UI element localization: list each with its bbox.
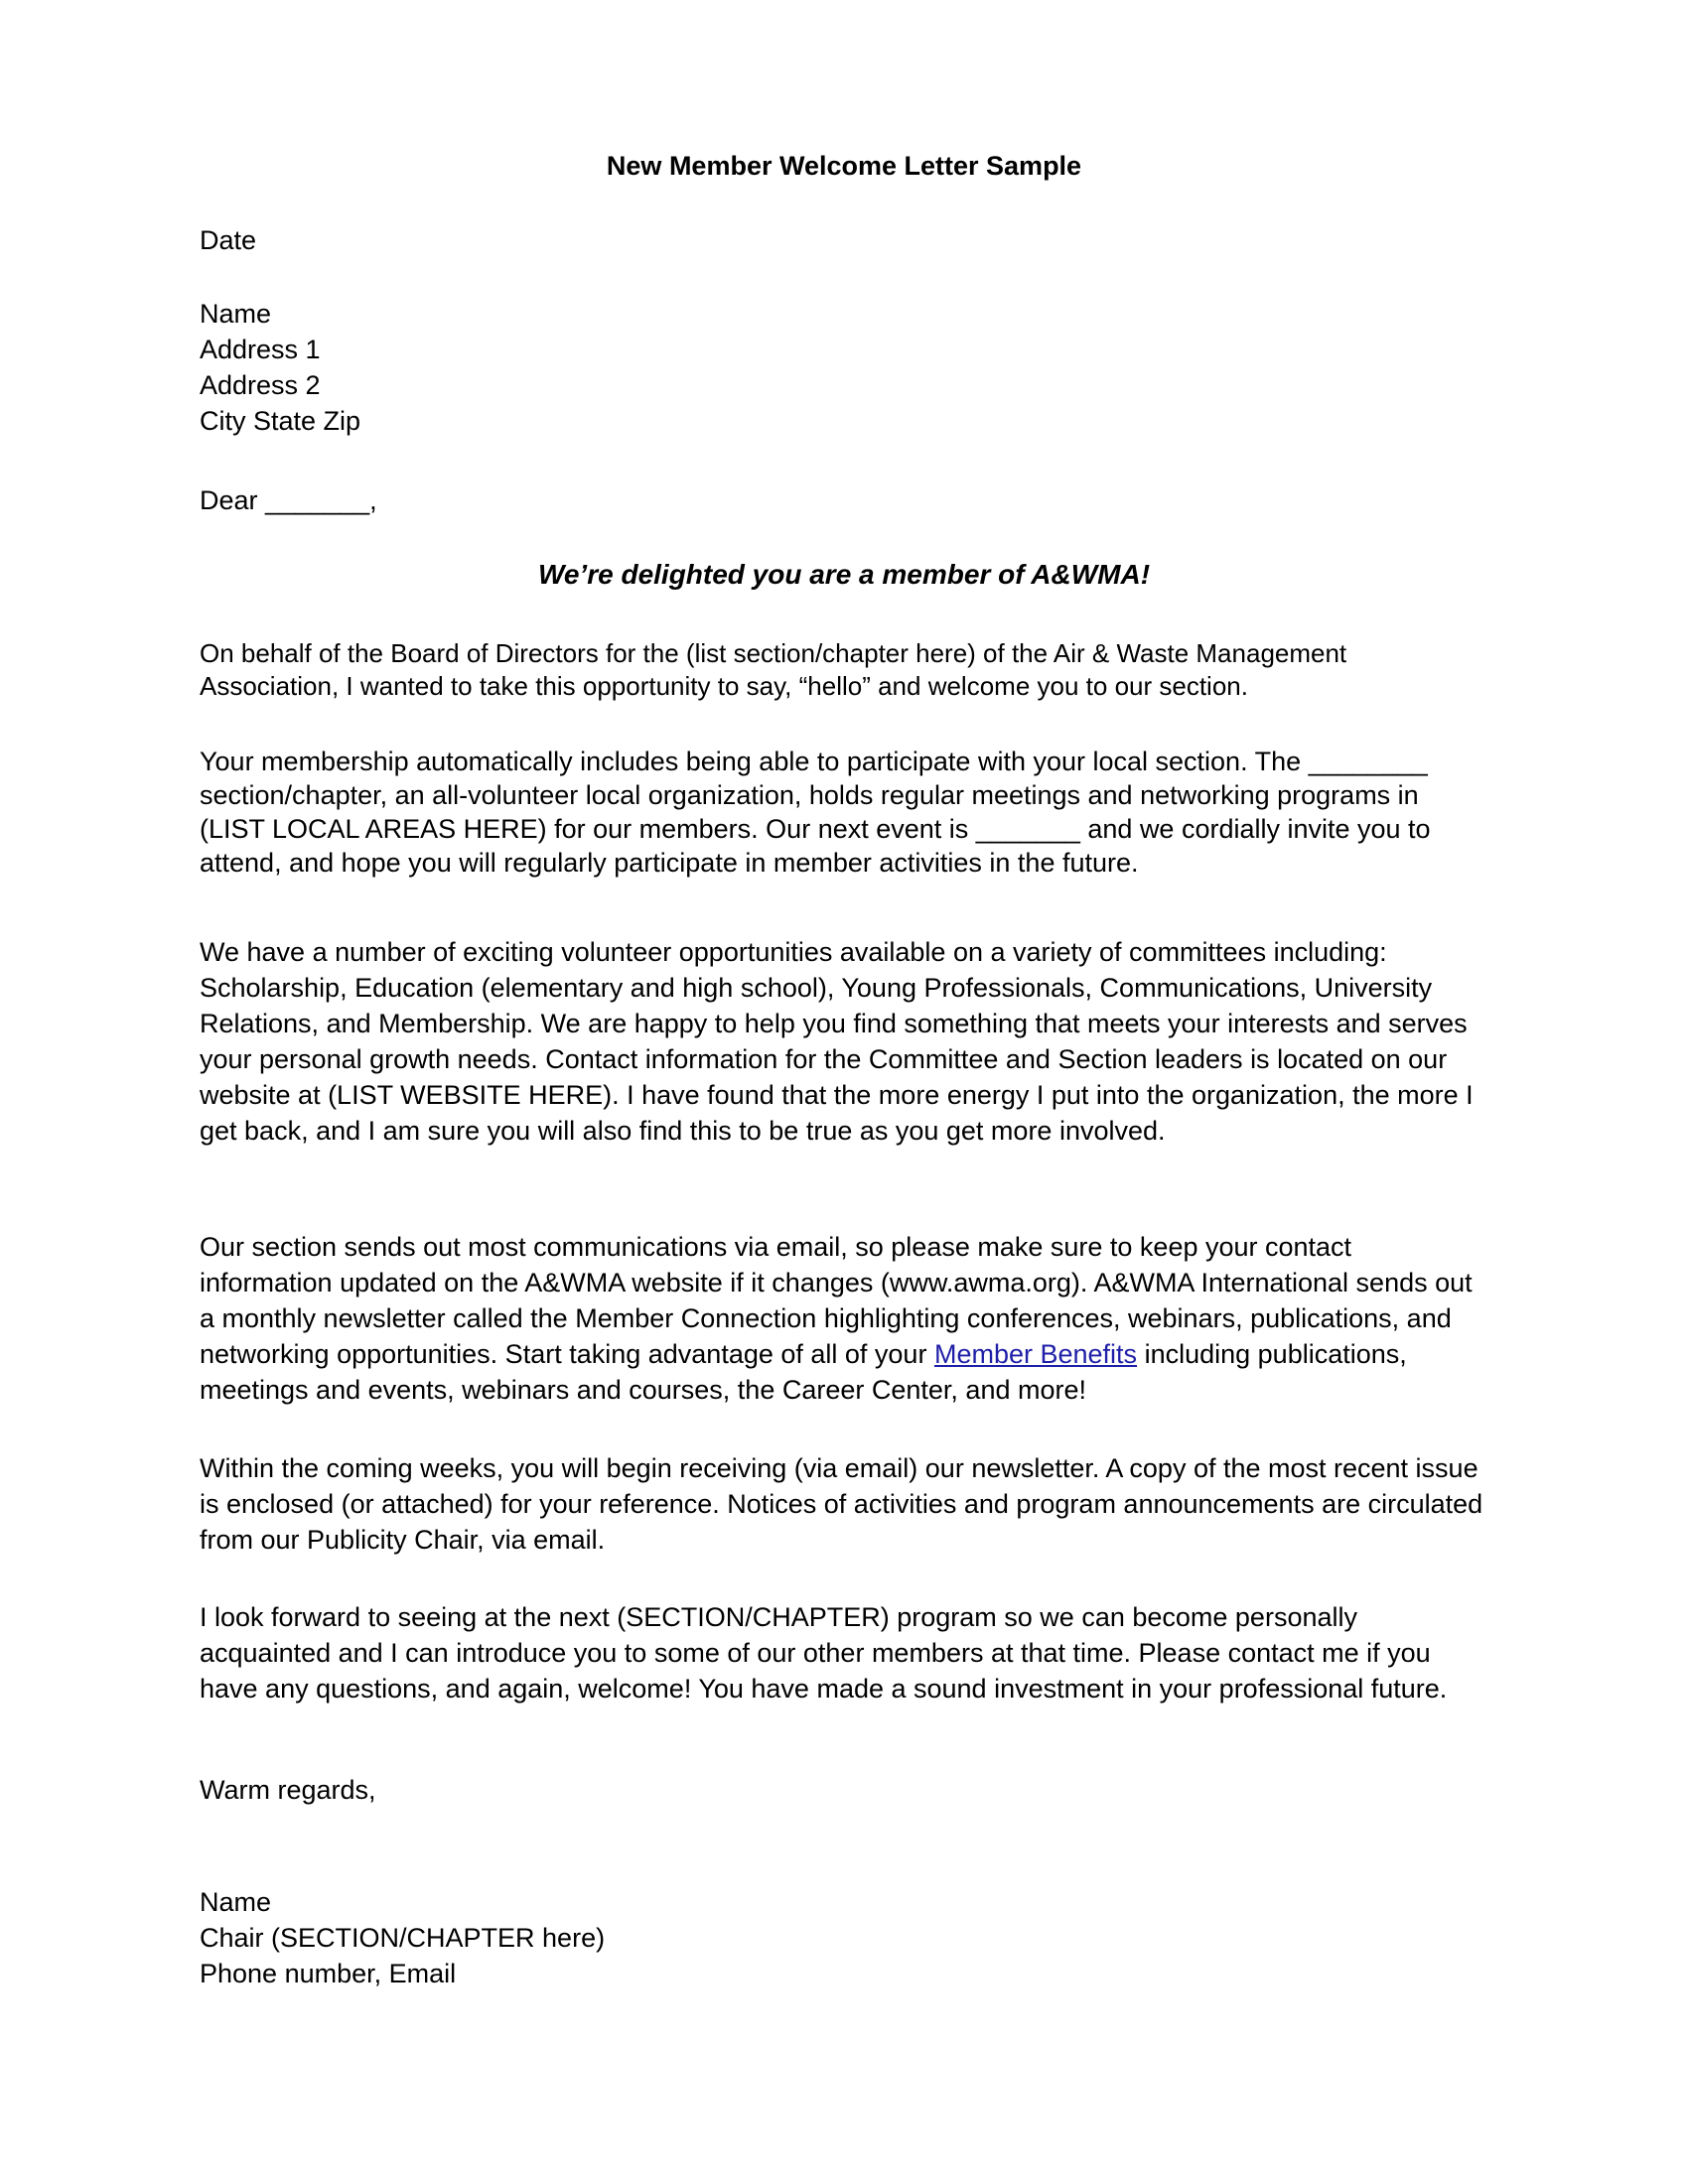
communications-paragraph	[200, 1229, 1490, 1408]
recipient-address-1: Address 1	[200, 335, 321, 364]
signature-title: Chair (SECTION/CHAPTER here)	[200, 1923, 606, 1953]
recipient-address-2: Address 2	[200, 370, 321, 400]
signature-name: Name	[200, 1887, 272, 1917]
document-title: New Member Welcome Letter Sample	[606, 151, 1082, 181]
recipient-name: Name	[200, 299, 272, 329]
intro-paragraph: On behalf of the Board of Directors for the (list section/chapter here) of the Air & Waste Management Association, I wanted to take this opportunity to say, “hello” and welcome you to our section.	[200, 638, 1347, 701]
closing-paragraph: I look forward to seeing at the next (SECTION/CHAPTER) program so we can become personally acquainted and I can introduce you to some of our other members at that time. Please contact me if you have any questions, and again, welcome! You have made a sound investment in your professional future.	[200, 1602, 1448, 1704]
volunteer-paragraph: We have a number of exciting volunteer opportunities available on a variety of committees including: Scholarship, Education (elementary and high school), Young Professionals, Communications, University Relations, and Membership. We are happy to help you find something that meets your interests and serves your personal growth needs. Contact information for the Committee and Section leaders is located on our website at (LIST WEBSITE HERE). I have found that the more energy I put into the organization, the more I get back, and I am sure you will also find this to be true as you get more involved.	[200, 937, 1474, 1146]
membership-paragraph: Your membership automatically includes being able to participate with your local section. The ________ section/chapter, an all-volunteer local organization, holds regular meetings and networking programs in (LIST LOCAL AREAS HERE) for our members. Our next event is _______ and we cordially invite you to attend, and hope you will regularly participate in member activities in the future.	[200, 747, 1431, 878]
signature-contact: Phone number, Email	[200, 1959, 457, 1988]
member-benefits-link[interactable]: Member Benefits	[933, 1339, 1138, 1369]
signature-block	[200, 1884, 1490, 1991]
recipient-address	[200, 296, 1490, 439]
communications-text-end: including publications, meetings and events, webinars and courses, the Career Center, and more!	[200, 1339, 1407, 1405]
newsletter-paragraph: Within the coming weeks, you will begin receiving (via email) our newsletter. A copy of the most recent issue is enclosed (or attached) for your reference. Notices of activities and program announcements are circulated from our Publicity Chair, via email.	[200, 1453, 1483, 1555]
communications-text: Our section sends out most communications via email, so please make sure to keep your contact information updated on the A&WMA website if it changes (www.awma.org). A&WMA International sends out a monthly newsletter called the Member Connection highlighting conferences, webinars, publications, and networking opportunities. Start taking advantage of all of your	[200, 1232, 1473, 1369]
salutation: Dear _______,	[200, 485, 377, 515]
welcome-tagline: We’re delighted you are a member of A&WMA!	[537, 559, 1151, 590]
recipient-city-state-zip: City State Zip	[200, 406, 361, 436]
date-line: Date	[200, 225, 257, 255]
signoff: Warm regards,	[200, 1775, 376, 1805]
